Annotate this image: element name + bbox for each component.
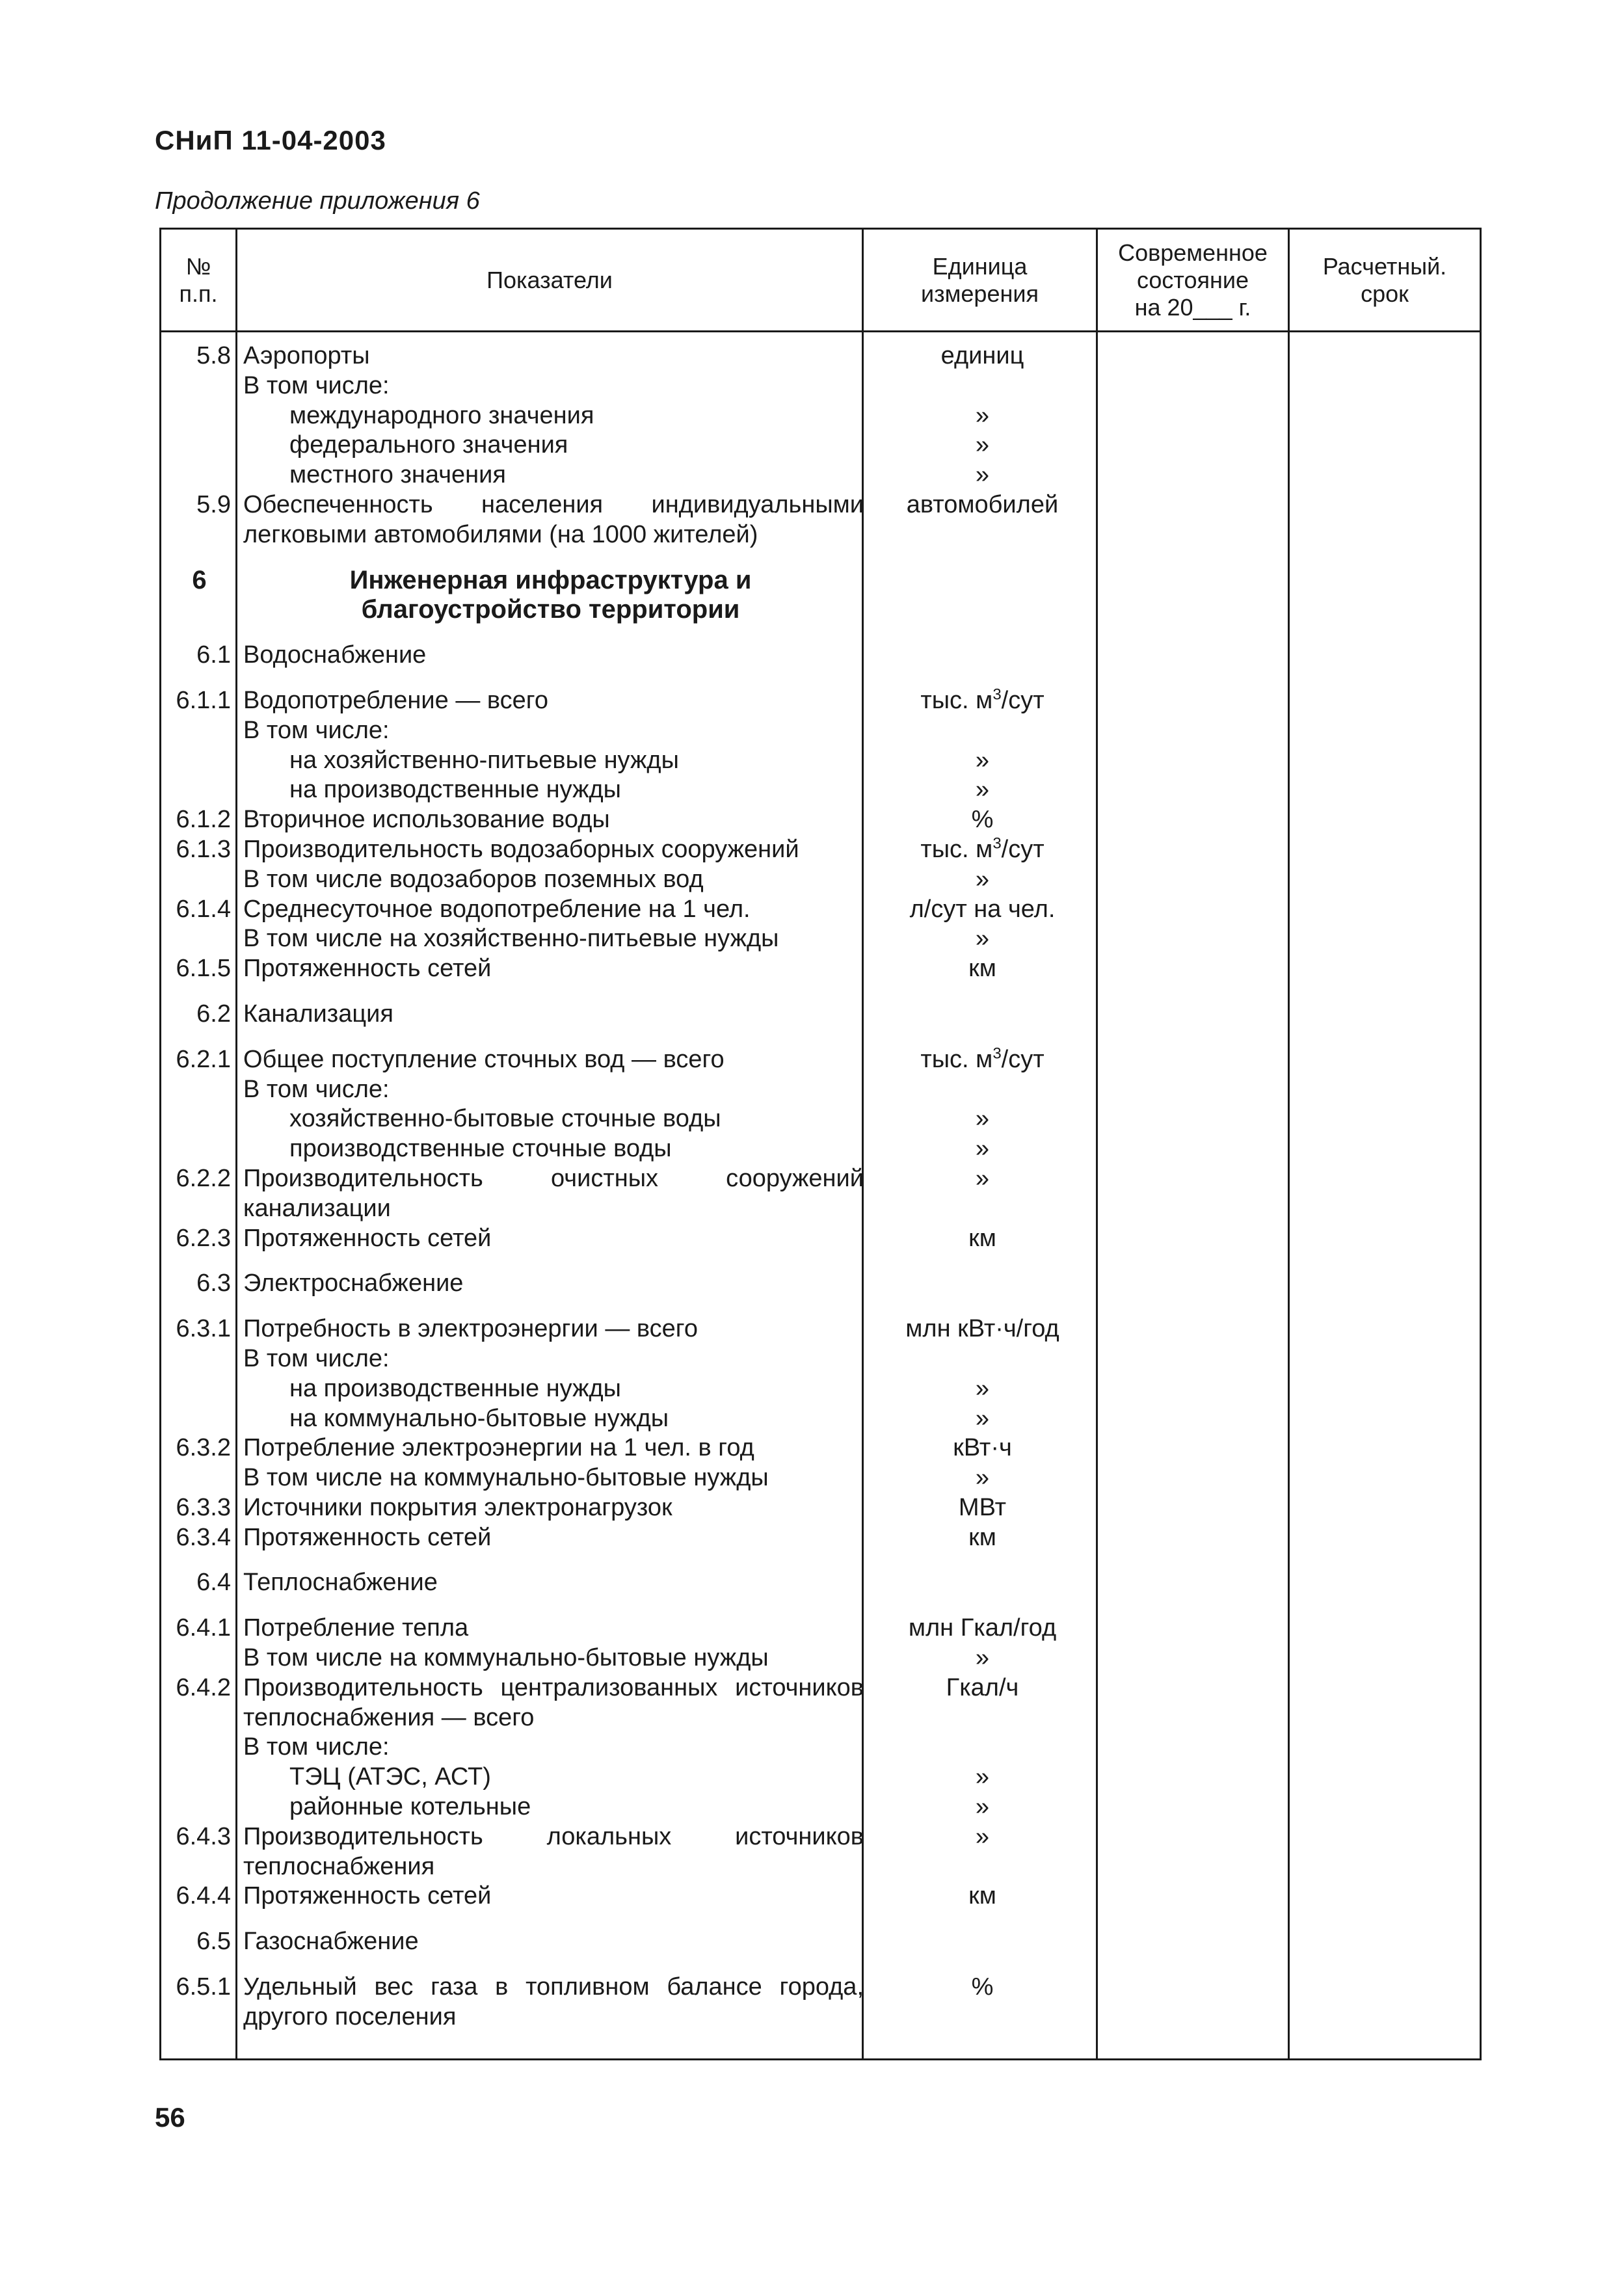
table-row	[161, 1000, 1480, 1030]
table-row	[161, 1075, 1480, 1105]
row-indicator: районные котельные	[289, 1793, 531, 1821]
table-row	[161, 1973, 1480, 2032]
row-number: 6.3.3	[176, 1493, 231, 1521]
row-indicator: на производственные нужды	[289, 776, 621, 804]
row-unit	[864, 641, 1101, 671]
table-row	[161, 1374, 1480, 1404]
row-unit: »	[975, 1822, 990, 1850]
row-unit: »	[975, 431, 990, 459]
row-unit: »	[975, 1105, 990, 1133]
row-indicator: Вторичное использование воды	[243, 806, 610, 834]
table-row	[161, 401, 1480, 431]
row-number: 6.3.2	[176, 1434, 231, 1462]
row-unit	[864, 1269, 1101, 1299]
row-number: 6.1	[196, 641, 231, 669]
row-number: 6.4	[196, 1569, 231, 1597]
table-section-row	[161, 566, 1480, 626]
row-indicator: Производительность водозаборных сооружений	[243, 835, 799, 863]
row-indicator: хозяйственно-бытовые сточные воды	[289, 1105, 721, 1133]
row-number: 5.9	[196, 490, 231, 518]
table-row	[161, 1404, 1480, 1434]
row-number: 6.4.2	[176, 1673, 231, 1701]
table-row	[161, 1927, 1480, 1957]
row-unit	[864, 1075, 1101, 1105]
row-indicator: В том числе:	[243, 1733, 390, 1761]
row-indicator: Газоснабжение	[243, 1928, 419, 1956]
row-unit: »	[975, 925, 990, 953]
row-unit: км	[968, 1882, 996, 1910]
row-number	[161, 1344, 237, 1374]
appendix-continuation-title: Продолжение приложения 6	[155, 187, 480, 215]
table-row	[161, 686, 1480, 716]
row-indicator: Протяженность сетей	[243, 1523, 492, 1551]
row-unit: млн кВт·ч/год	[905, 1315, 1059, 1343]
row-unit: »	[975, 746, 990, 774]
row-unit	[864, 835, 1101, 865]
row-unit: »	[975, 1763, 990, 1791]
table-row	[161, 1882, 1480, 1911]
table-row	[161, 1523, 1480, 1553]
row-indicator: Аэропорты	[243, 342, 370, 369]
table-body	[161, 341, 1480, 2032]
row-number	[161, 775, 237, 805]
row-number	[161, 1763, 237, 1792]
unit-superscript: 3	[992, 685, 1002, 704]
row-indicator: Канализация	[243, 1000, 393, 1028]
row-indicator: В том числе:	[243, 1344, 390, 1372]
row-number	[161, 1075, 237, 1105]
row-indicator: Электроснабжение	[243, 1270, 464, 1297]
row-indicator: Потребление электроэнергии на 1 чел. в год	[243, 1434, 754, 1462]
row-indicator: Протяженность сетей	[243, 1224, 492, 1252]
column-header-unit: Единица измерения	[921, 252, 1039, 307]
row-number	[161, 1792, 237, 1822]
row-unit	[864, 1568, 1101, 1598]
row-indicator: международного значения	[289, 401, 594, 429]
row-number: 6.1.3	[176, 835, 231, 863]
row-indicator: местного значения	[289, 461, 506, 489]
row-indicator: Удельный вес газа в топливном балансе города, другого поселения	[243, 1973, 864, 2030]
unit-superscript: 3	[992, 1044, 1002, 1063]
row-number: 6.3	[196, 1270, 231, 1297]
row-indicator: Протяженность сетей	[243, 955, 492, 983]
row-number	[161, 1104, 237, 1134]
row-unit: км	[968, 955, 996, 983]
row-number	[161, 746, 237, 776]
row-number: 6.1.4	[176, 895, 231, 923]
row-number	[161, 924, 237, 954]
row-unit	[864, 1000, 1101, 1030]
row-unit: »	[975, 401, 990, 429]
row-unit	[864, 716, 1101, 746]
table-row	[161, 641, 1480, 671]
row-number: 5.8	[196, 342, 231, 369]
row-indicator: Обеспеченность населения индивидуальными легковыми автомобилями (на 1000 жителей)	[243, 490, 864, 548]
row-number	[161, 1134, 237, 1164]
row-unit: млн Гкал/год	[908, 1614, 1057, 1642]
row-indicator: Потребление тепла	[243, 1614, 469, 1642]
row-indicator: производственные сточные воды	[289, 1135, 672, 1163]
row-unit	[864, 686, 1101, 716]
unit-tail: /сут	[1001, 835, 1045, 863]
row-number: 6.4.4	[176, 1882, 231, 1910]
row-unit: »	[975, 1644, 990, 1672]
row-indicator: В том числе на коммунально-бытовые нужды	[243, 1464, 769, 1492]
header-divider	[161, 330, 1480, 332]
row-indicator: Потребность в электроэнергии — всего	[243, 1315, 698, 1343]
row-number: 6.3.4	[176, 1523, 231, 1551]
row-unit: МВт	[958, 1493, 1007, 1521]
column-header-number: № п.п.	[179, 252, 218, 307]
unit-base: тыс. м	[920, 686, 993, 714]
row-unit: »	[975, 776, 990, 804]
table-row	[161, 1792, 1480, 1822]
row-indicator: Среднесуточное водопотребление на 1 чел.	[243, 895, 751, 923]
table-row	[161, 895, 1480, 925]
row-unit: %	[971, 1973, 994, 2001]
row-unit	[864, 1344, 1101, 1374]
table-row	[161, 460, 1480, 490]
row-unit	[864, 371, 1101, 401]
table-row	[161, 490, 1480, 550]
row-number: 6.5	[196, 1928, 231, 1956]
row-number	[161, 1463, 237, 1493]
table-row	[161, 1269, 1480, 1299]
row-indicator: Протяженность сетей	[243, 1882, 492, 1910]
row-unit: »	[975, 865, 990, 893]
row-number: 6.2.1	[176, 1045, 231, 1073]
row-indicator: на хозяйственно-питьевые нужды	[289, 746, 679, 774]
row-unit: »	[975, 1464, 990, 1492]
table-row	[161, 1344, 1480, 1374]
row-unit: »	[975, 1404, 990, 1432]
row-number	[161, 371, 237, 401]
table-row	[161, 1614, 1480, 1643]
table-row	[161, 924, 1480, 954]
table-row	[161, 1493, 1480, 1523]
row-unit: »	[975, 1135, 990, 1163]
row-indicator: Источники покрытия электронагрузок	[243, 1493, 672, 1521]
indicators-table	[159, 228, 1482, 2060]
unit-base: тыс. м	[920, 1045, 993, 1073]
table-row	[161, 341, 1480, 371]
row-unit	[864, 1927, 1101, 1957]
table-row	[161, 1643, 1480, 1673]
table-row	[161, 954, 1480, 984]
row-indicator: Водоснабжение	[243, 641, 427, 669]
unit-tail: /сут	[1001, 1045, 1045, 1073]
row-number: 6.4.1	[176, 1614, 231, 1642]
row-unit: »	[975, 461, 990, 489]
row-number	[161, 1643, 237, 1673]
table-row	[161, 1045, 1480, 1075]
table-row	[161, 805, 1480, 835]
row-unit: автомобилей	[906, 490, 1059, 518]
unit-superscript: 3	[992, 834, 1002, 853]
row-indicator: Производительность централизованных источников теплоснабжения — всего	[243, 1673, 864, 1731]
row-number: 6.3.1	[176, 1315, 231, 1343]
table-row	[161, 371, 1480, 401]
table-row	[161, 1568, 1480, 1598]
row-number: 6.2.3	[176, 1224, 231, 1252]
unit-tail: /сут	[1001, 686, 1045, 714]
table-row	[161, 1763, 1480, 1792]
row-number	[161, 1404, 237, 1434]
row-number	[161, 1374, 237, 1404]
row-unit: л/сут на чел.	[909, 895, 1056, 923]
row-indicator: Теплоснабжение	[243, 1569, 438, 1597]
row-number: 6.1.1	[176, 686, 231, 714]
page-number: 56	[155, 2102, 185, 2133]
row-indicator: на коммунально-бытовые нужды	[289, 1404, 669, 1432]
row-unit: »	[975, 1164, 990, 1192]
row-number	[161, 460, 237, 490]
table-row	[161, 1164, 1480, 1224]
row-unit: »	[975, 1374, 990, 1402]
row-unit: %	[971, 806, 994, 834]
table-row	[161, 1673, 1480, 1733]
table-row	[161, 835, 1480, 865]
row-number	[161, 431, 237, 460]
row-indicator: ТЭЦ (АТЭС, АСТ)	[289, 1763, 491, 1791]
table-row	[161, 775, 1480, 805]
row-indicator: на производственные нужды	[289, 1374, 621, 1402]
row-unit	[864, 1733, 1101, 1763]
row-number: 6.4.3	[176, 1822, 231, 1850]
row-unit	[864, 1045, 1101, 1075]
table-row	[161, 746, 1480, 776]
row-number: 6.1.2	[176, 806, 231, 834]
row-unit: Гкал/ч	[946, 1673, 1019, 1701]
row-indicator: Водопотребление — всего	[243, 686, 548, 714]
row-number: 6	[192, 565, 207, 594]
row-indicator: Производительность локальных источников теплоснабжения	[243, 1822, 864, 1880]
row-indicator: В том числе:	[243, 1075, 390, 1103]
row-number: 6.2	[196, 1000, 231, 1028]
table-row	[161, 865, 1480, 895]
row-number: 6.5.1	[176, 1973, 231, 2001]
row-indicator: В том числе на коммунально-бытовые нужды	[243, 1644, 769, 1672]
row-indicator: В том числе водозаборов поземных вод	[243, 865, 704, 893]
row-unit: кВт·ч	[953, 1434, 1012, 1462]
document-code: СНиП 11-04-2003	[155, 125, 386, 155]
row-indicator: Общее поступление сточных вод — всего	[243, 1045, 725, 1073]
row-number: 6.1.5	[176, 955, 231, 983]
column-header-indicators: Показатели	[486, 266, 613, 293]
row-indicator: федерального значения	[289, 431, 568, 459]
table-row	[161, 716, 1480, 746]
row-number	[161, 865, 237, 895]
column-header-current-state: Современное состояние на 20___ г.	[1118, 239, 1268, 321]
table-row	[161, 1314, 1480, 1344]
row-unit	[864, 566, 1101, 626]
row-indicator: В том числе:	[243, 716, 390, 744]
unit-base: тыс. м	[920, 835, 993, 863]
table-row	[161, 431, 1480, 460]
row-number	[161, 1733, 237, 1763]
table-row	[161, 1463, 1480, 1493]
table-row	[161, 1224, 1480, 1254]
table-row	[161, 1104, 1480, 1134]
row-number: 6.2.2	[176, 1164, 231, 1192]
table-row	[161, 1733, 1480, 1763]
row-unit: »	[975, 1793, 990, 1821]
row-number	[161, 716, 237, 746]
row-number	[161, 401, 237, 431]
table-row	[161, 1822, 1480, 1882]
table-row	[161, 1433, 1480, 1463]
column-header-target-period: Расчетный. срок	[1322, 252, 1447, 307]
row-unit: км	[968, 1224, 996, 1252]
row-indicator: Инженерная инфраструктура и благоустройство территории	[349, 565, 752, 624]
row-indicator: В том числе на хозяйственно-питьевые нужды	[243, 925, 779, 953]
row-indicator: Производительность очистных сооружений канализации	[243, 1164, 864, 1222]
table-row	[161, 1134, 1480, 1164]
row-indicator: В том числе:	[243, 371, 390, 399]
row-unit: км	[968, 1523, 996, 1551]
row-unit: единиц	[940, 342, 1024, 369]
